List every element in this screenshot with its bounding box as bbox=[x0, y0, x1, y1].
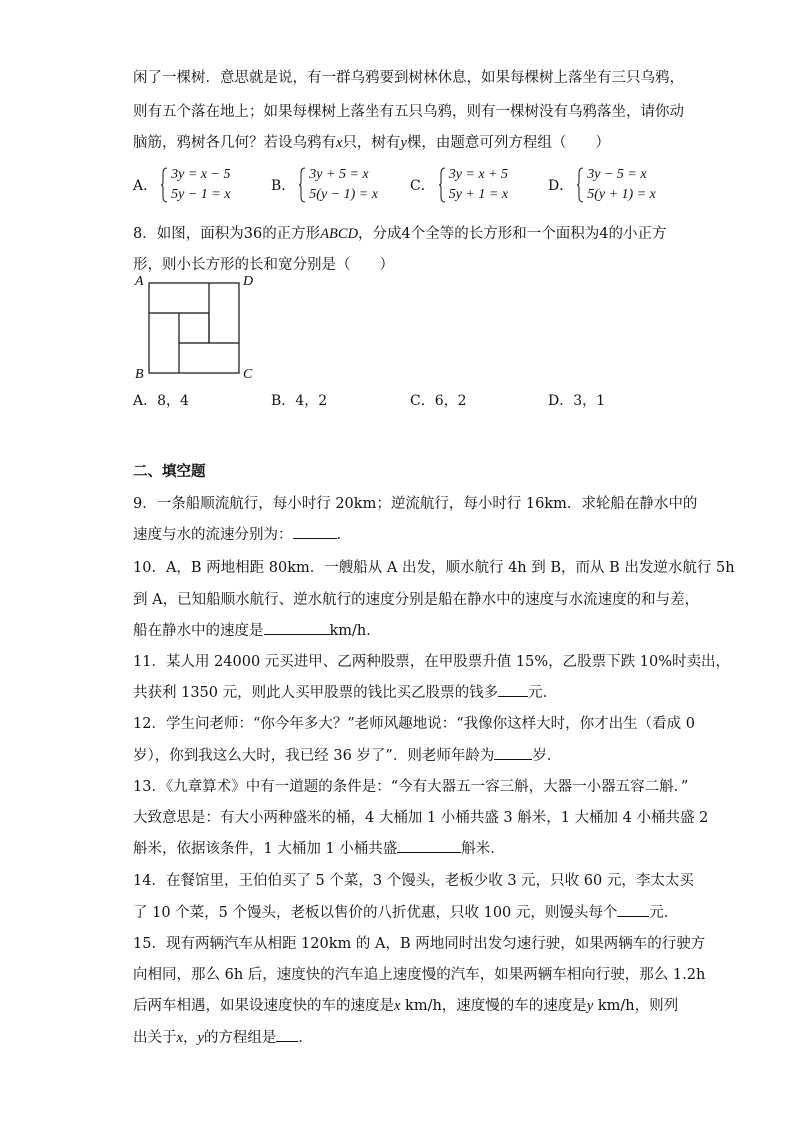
q8-line-1a: 8．如图，面积为 bbox=[133, 226, 244, 242]
q8-option-d-label: D． bbox=[548, 393, 574, 409]
q8-option-a[interactable] bbox=[133, 390, 189, 410]
q8-option-b-value: 4，2 bbox=[295, 393, 328, 409]
q11-line-2 bbox=[133, 682, 557, 703]
figure-label-c: C bbox=[243, 367, 253, 382]
q7-option-a[interactable] bbox=[133, 165, 230, 205]
q7-option-c-eq2: 5y + 1 = x bbox=[448, 187, 509, 202]
q8-line-1d: 个全等的长方形和一个面积为 bbox=[410, 226, 600, 242]
q12-line-2 bbox=[133, 745, 561, 766]
q14-line-2a: 了 10 个菜，5 个馒头，老板以售价的八折优惠，只收 100 元，则馒头每个 bbox=[133, 905, 618, 921]
q7-line-2: 则有五个落在地上；如果每棵树上落坐有五只乌鸦，则有一棵树没有乌鸦落坐，请你动 bbox=[133, 104, 684, 120]
q11-line-1: 11．某人用 24000 元买进甲、乙两种股票，在甲股票升值 15%，乙股票下跌 10%时卖出， bbox=[133, 654, 730, 670]
q7-option-b-label: B． bbox=[271, 178, 296, 194]
q7-line-1: 闲了一棵树．意思就是说，有一群乌鸦要到树林休息，如果每棵树上落坐有三只乌鸦， bbox=[133, 70, 684, 86]
q15-line-4b: ， bbox=[182, 1030, 198, 1046]
q11-line-2a: 共获利 1350 元，则此人买甲股票的钱比买乙股票的钱多 bbox=[133, 685, 499, 701]
q15-line-2: 向相同，那么 6h 后，速度快的汽车追上速度慢的汽车，如果两辆车相向行驶，那么 1.2h bbox=[133, 967, 706, 983]
q15-line-1: 15．现有两辆汽车从相距 120km 的 A，B 两地同时出发匀速行驶，如果两辆车的行驶方 bbox=[133, 936, 706, 952]
q7-var-y: y bbox=[400, 135, 407, 151]
q8-abcd: ABCD bbox=[320, 226, 359, 242]
q8-option-d[interactable] bbox=[548, 390, 605, 410]
q11-line-2b: 元． bbox=[528, 685, 558, 701]
q8-num-36: 36 bbox=[243, 226, 263, 242]
q8-option-a-value: 8，4 bbox=[157, 393, 189, 409]
q15-line-3c: km/h，则列 bbox=[593, 998, 679, 1014]
q9-line-1: 9．一条船顺流航行，每小时行 20km；逆流航行，每小时行 16km．求轮船在静水中的 bbox=[133, 496, 698, 512]
q8-option-c[interactable] bbox=[410, 390, 467, 410]
q7-option-c[interactable] bbox=[410, 165, 508, 205]
q7-option-b-eq2: 5(y − 1) = x bbox=[309, 187, 378, 202]
q15-var-x: x bbox=[394, 998, 401, 1014]
q7-option-d-eq1: 3y − 5 = x bbox=[587, 167, 647, 182]
q8-option-b[interactable] bbox=[271, 390, 327, 410]
q15-line-4c: 的方程组是 bbox=[203, 1030, 277, 1046]
q15-var-y-2: y bbox=[197, 1030, 204, 1046]
q10-line-2: 到 A，已知船顺水航行、逆水航行的速度分别是船在静水中的速度与水流速度的和与差， bbox=[133, 592, 700, 608]
q7-option-a-system bbox=[161, 165, 230, 205]
q9-answer-blank[interactable] bbox=[293, 524, 337, 539]
q14-answer-blank[interactable] bbox=[617, 902, 649, 917]
q10-line-3 bbox=[133, 620, 381, 641]
q12-line-2a: 岁），你到我这么大时，我已经 36 岁了”．则老师年龄为 bbox=[133, 748, 495, 764]
q7-option-d-label: D． bbox=[548, 178, 574, 194]
brace-icon bbox=[161, 167, 168, 203]
q8-num-4b: 4 bbox=[599, 226, 609, 242]
q8-option-c-value: 6，2 bbox=[434, 393, 467, 409]
q7-option-b-eq1: 3y + 5 = x bbox=[309, 167, 369, 182]
section-heading-fill-in: 二、填空题 bbox=[133, 464, 206, 480]
q13-line-2: 大致意思是：有大小两种盛米的桶，4 大桶加 1 小桶共盛 3 斛米，1 大桶加 4 小桶共盛 2 bbox=[133, 810, 709, 826]
brace-icon bbox=[577, 167, 584, 203]
q9-line-2a: 速度与水的流速分别为： bbox=[133, 527, 293, 543]
figure-label-a: A bbox=[135, 274, 144, 289]
q9-line-2 bbox=[133, 524, 351, 545]
q10-line-3a: 船在静水中的速度是 bbox=[133, 623, 264, 639]
q13-answer-blank[interactable] bbox=[397, 838, 461, 853]
q10-line-3b: km/h． bbox=[329, 623, 381, 639]
q8-option-d-value: 3，1 bbox=[573, 393, 606, 409]
brace-icon bbox=[439, 167, 446, 203]
q15-line-4d: ． bbox=[298, 1030, 313, 1046]
q14-line-1: 14．在餐馆里，王伯伯买了 5 个菜，3 个馒头，老板少收 3 元，只收 60 元，李太太买 bbox=[133, 873, 694, 889]
q15-line-3b: km/h，速度慢的车的速度是 bbox=[400, 998, 587, 1014]
q15-var-y: y bbox=[586, 998, 594, 1014]
q12-answer-blank[interactable] bbox=[494, 745, 532, 760]
q13-line-3a: 斛米，依据该条件，1 大桶加 1 小桶共盛 bbox=[133, 841, 398, 857]
q7-option-b-system bbox=[299, 165, 378, 205]
q7-option-a-label: A． bbox=[133, 178, 158, 194]
q12-line-2b: 岁． bbox=[532, 748, 562, 764]
q7-option-a-eq2: 5y − 1 = x bbox=[171, 187, 231, 202]
brace-icon bbox=[299, 167, 306, 203]
q9-line-2b: ． bbox=[336, 527, 351, 543]
q7-option-d[interactable] bbox=[548, 165, 656, 205]
q15-line-3 bbox=[133, 996, 678, 1016]
q8-line-1b: 的正方形 bbox=[262, 226, 321, 242]
q13-line-1: 13．《九章算术》中有一道题的条件是：“今有大器五一容三斛，大器一小器五容二斛．” bbox=[133, 779, 689, 795]
q10-line-1: 10．A，B 两地相距 80km．一艘船从 A 出发，顺水航行 4h 到 B，而从 B 出发逆水航行 5h bbox=[133, 560, 735, 576]
q8-line-1e: 的小正方 bbox=[608, 226, 667, 242]
q11-answer-blank[interactable] bbox=[498, 682, 528, 697]
q8-line-1c: ，分成 bbox=[358, 226, 402, 242]
q14-line-2b: 元． bbox=[649, 905, 679, 921]
q8-line-2: 形，则小长方形的长和宽分别是（ ） bbox=[133, 257, 394, 273]
q10-answer-blank[interactable] bbox=[264, 620, 330, 635]
q7-var-x: x bbox=[336, 135, 343, 151]
q13-line-3b: 斛米． bbox=[461, 841, 505, 857]
q7-option-c-label: C． bbox=[410, 178, 435, 194]
q7-option-c-eq1: 3y = x + 5 bbox=[448, 167, 509, 182]
q7-option-a-eq1: 3y = x − 5 bbox=[171, 167, 231, 182]
q8-option-b-label: B． bbox=[271, 393, 296, 409]
q7-line-3c: 棵，由题意可列方程组（ ） bbox=[406, 135, 610, 151]
q8-num-4a: 4 bbox=[401, 226, 411, 242]
q14-line-2 bbox=[133, 902, 678, 923]
q8-option-c-label: C． bbox=[410, 393, 435, 409]
q7-option-d-eq2: 5(y + 1) = x bbox=[587, 187, 656, 202]
q7-option-c-system bbox=[439, 165, 508, 205]
q15-var-x-2: x bbox=[176, 1030, 183, 1046]
figure-label-d: D bbox=[243, 274, 254, 289]
q13-line-3 bbox=[133, 838, 505, 859]
q8-line-1 bbox=[133, 224, 667, 244]
q7-line-3a: 脑筋，鸦树各几何？若设乌鸦有 bbox=[133, 135, 336, 151]
q15-answer-blank[interactable] bbox=[276, 1027, 298, 1042]
q12-line-1: 12．学生问老师：“你今年多大？”老师风趣地说：“我像你这样大时，你才出生（看成 0 bbox=[133, 716, 696, 732]
q15-line-4a: 出关于 bbox=[133, 1030, 177, 1046]
q15-line-3a: 后两车相遇，如果设速度快的车的速度是 bbox=[133, 998, 394, 1014]
q8-figure bbox=[133, 274, 263, 386]
figure-label-b: B bbox=[135, 367, 144, 382]
q15-line-4 bbox=[133, 1027, 313, 1048]
q7-line-3 bbox=[133, 133, 610, 153]
q7-line-3b: 只，树有 bbox=[342, 135, 401, 151]
q7-option-b[interactable] bbox=[271, 165, 378, 205]
q7-option-d-system bbox=[577, 165, 656, 205]
q8-option-a-label: A． bbox=[133, 393, 158, 409]
